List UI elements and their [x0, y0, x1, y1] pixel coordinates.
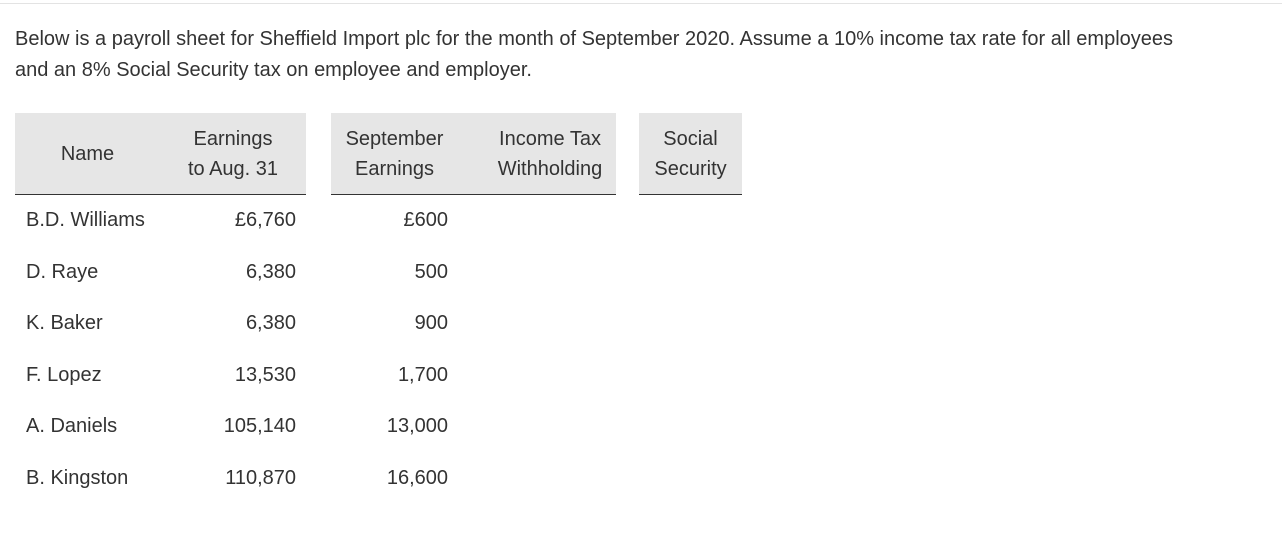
- header-spacer: [306, 113, 331, 195]
- employee-name: A. Daniels: [26, 415, 118, 438]
- table-row: [15, 453, 742, 505]
- header-earnings-to-aug: [160, 113, 306, 195]
- income-tax-cell: [484, 298, 616, 350]
- table-row: [15, 298, 742, 350]
- social-security-cell: [639, 247, 742, 299]
- social-security-cell: [639, 401, 742, 453]
- header-september-line-1: September: [345, 127, 444, 150]
- social-security-cell: [639, 298, 742, 350]
- employee-name: D. Raye: [26, 260, 99, 283]
- table-row: [15, 247, 742, 299]
- earnings-to-aug-cell: 6,380: [245, 312, 296, 335]
- header-spacer: [616, 113, 639, 195]
- header-september-line-2: Earnings: [355, 157, 434, 180]
- header-social-security: [639, 113, 742, 195]
- september-earnings-cell: 13,000: [386, 415, 448, 438]
- income-tax-cell: [484, 401, 616, 453]
- header-income-tax-line-2: Withholding: [497, 157, 603, 180]
- top-divider: [0, 3, 1282, 4]
- header-spacer: [458, 113, 484, 195]
- problem-statement-line-2: and an 8% Social Security tax on employee and employer.: [15, 59, 532, 81]
- header-social-line-1: Social: [663, 127, 718, 150]
- employee-name: B.D. Williams: [26, 209, 145, 232]
- header-name: [15, 113, 160, 195]
- header-earnings-line-1: Earnings: [193, 127, 273, 150]
- header-name-label: Name: [60, 142, 115, 165]
- header-social-line-2: Security: [654, 157, 727, 180]
- social-security-cell: [639, 453, 742, 505]
- problem-statement-line-1: Below is a payroll sheet for Sheffield Import plc for the month of September 2020. Assume a 10% income tax rate for all employees: [15, 28, 1174, 50]
- table-row: [15, 401, 742, 453]
- september-earnings-cell: £600: [403, 209, 448, 232]
- problem-statement: [15, 24, 1265, 86]
- table-row: [15, 350, 742, 402]
- social-security-cell: [639, 350, 742, 402]
- earnings-to-aug-cell: 13,530: [234, 363, 296, 386]
- header-income-tax-line-1: Income Tax: [499, 127, 601, 150]
- income-tax-cell: [484, 453, 616, 505]
- income-tax-cell: [484, 247, 616, 299]
- header-income-tax-withholding: [484, 113, 616, 195]
- earnings-to-aug-cell: £6,760: [234, 209, 296, 232]
- employee-name: K. Baker: [26, 312, 103, 335]
- september-earnings-cell: 16,600: [386, 466, 448, 489]
- earnings-to-aug-cell: 105,140: [223, 415, 296, 438]
- income-tax-cell: [484, 195, 616, 247]
- september-earnings-cell: 1,700: [397, 363, 448, 386]
- header-september-earnings: [331, 113, 458, 195]
- earnings-to-aug-cell: 6,380: [245, 260, 296, 283]
- september-earnings-cell: 900: [414, 312, 448, 335]
- payroll-table: [15, 113, 742, 504]
- social-security-cell: [639, 195, 742, 247]
- income-tax-cell: [484, 350, 616, 402]
- payroll-table-body: [15, 195, 742, 505]
- employee-name: F. Lopez: [26, 363, 102, 386]
- earnings-to-aug-cell: 110,870: [225, 466, 296, 489]
- september-earnings-cell: 500: [414, 260, 448, 283]
- table-row: [15, 195, 742, 247]
- employee-name: B. Kingston: [26, 466, 129, 489]
- header-earnings-line-2: to Aug. 31: [187, 157, 279, 180]
- payroll-table-header: [15, 113, 742, 195]
